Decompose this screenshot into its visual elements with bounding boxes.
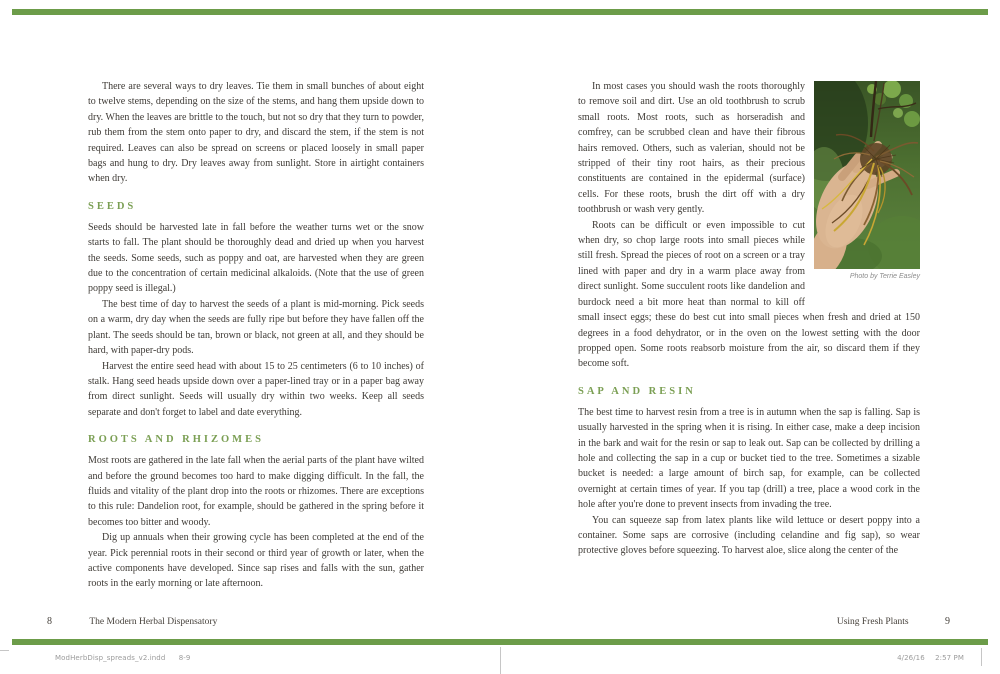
sap-paragraph: You can squeeze sap from latex plants like wild lettuce or desert poppy into a container. Some saps are corrosive (including celandine and fig sap), so wear protective gloves before squeezing. To harvest aloe, slice along the center of the: [578, 514, 920, 557]
section-heading-seeds: SEEDS: [88, 200, 137, 212]
footer-left: [47, 616, 217, 627]
slug-filename: ModHerbDisp_spreads_v2.indd: [55, 654, 166, 662]
crop-mark-left: [0, 650, 9, 651]
page-number-right: 9: [945, 616, 950, 627]
slug-time: 2:57 PM: [935, 654, 964, 662]
photo-caption: Photo by Terrie Easley: [849, 273, 920, 280]
section-heading-roots-and-rhizomes: ROOTS AND RHIZOMES: [88, 434, 264, 446]
top-accent-bar: [12, 9, 988, 15]
running-title-right: Using Fresh Plants: [836, 617, 909, 627]
slug-date: 4/26/16: [897, 654, 925, 662]
roots-photo-figure: [814, 81, 920, 281]
intro-paragraph: There are several ways to dry leaves. Tie them in small bunches of about eight to twelve stems, depending on the size of the stems, and hang them upside down to dry. When the leaves are brittle to the touch, but not so dry that they turn to powder, rub them from the stem onto paper to dry, and discard the stem, if the stem is not required. Leaves can also be spread on screens or placed loosely in small paper bags and hung to dry. Dry leaves away from sunlight. Store in airtight containers when dry.: [88, 81, 424, 185]
cutting-roots-paragraph: Roots can be difficult or even impossible to cut when dry, so chop large roots into small pieces while still fresh. Spread the pieces of root on a screen or a tray lined with paper and dry in a warm place away from direct sunlight. Some succulent roots like dandelion and burdock need a bit more heat than normal to kill off small insect eggs; these do best cut into small pieces when fresh and dried at 150 degrees in a food dehydrator, or in the oven on the lowest setting with the door propped open. Some roots reabsorb moisture from the air, so discard them if they become soft.: [578, 219, 920, 370]
seeds-paragraph: Seeds should be harvested late in fall before the weather turns wet or the snow starts to fall. The plant should be thoroughly dead and dried up when you harvest the seeds. Some seeds, such as poppy and oat, are harvested when they are green due to the concentration of certain medicinal alkaloids. (Note that the use of green poppy seed is illegal.): [88, 221, 424, 295]
roots-paragraph: Dig up annuals when their growing cycle has been completed at the end of the year. Pick perennial roots in their second or third year of growth or later, when the active components have developed. Since sap rises and falls with the sun, gather roots in the early morning or late afternoon.: [88, 532, 424, 590]
roots-paragraph: Most roots are gathered in the late fall when the aerial parts of the plant have wilted and before the ground becomes too hard to make digging difficult. In the fall, the fluids and vitality of the plant drop into the roots or rhizomes. There are exceptions to this rule: Dandelion root, for example, should be gathered in the spring before it becomes too bitter and woody.: [88, 455, 424, 528]
seeds-paragraph: Harvest the entire seed head with about 15 to 25 centimeters (6 to 10 inches) of stalk. Hang seed heads upside down over a paper-lined tray or in a paper bag away from direct sunlight. Seeds will usually dry within two weeks. Keep all seeds separate and don't forget to label and date everything.: [88, 360, 424, 418]
bottom-accent-bar: [12, 639, 988, 645]
right-page: [578, 79, 920, 559]
slug-pages: 8-9: [178, 654, 191, 662]
sap-paragraph: The best time to harvest resin from a tree is in autumn when the sap is falling. Sap is usually harvested in the spring when it is rising. In either case, make a deep incision in the bark and wait for the resin or sap to leak out. Sap can be collected by drilling a hole and collecting the sap in a cup or bucket tied to the tree. Sometimes a sizable bucket is needed: a large amount of birch sap, for example, can be collected overnight at certain times of year. If you tap (drill) a tree, place a wood cork in the hole after you're done to prevent insects from invading the tree.: [578, 406, 920, 511]
print-slug-left: [55, 654, 190, 662]
roots-photo: [814, 81, 920, 269]
print-slug-right: [897, 654, 964, 662]
running-title-left: The Modern Herbal Dispensatory: [89, 617, 218, 627]
seeds-paragraph: The best time of day to harvest the seeds of a plant is mid-morning. Pick seeds on a warm, dry day when the seeds are fully ripe but before they have fallen off the plant. The seeds should be tan, brown or black, not green at all, and they should be hard, with paper-dry pods.: [88, 298, 424, 357]
section-heading-sap-and-resin: SAP AND RESIN: [578, 385, 696, 397]
crop-mark-right: [981, 648, 982, 666]
left-page: [88, 79, 424, 592]
washing-roots-paragraph: In most cases you should wash the roots thoroughly to remove soil and dirt. Use an old toothbrush to scrub small roots. Most roots, such as horseradish and comfrey, can be scrubbed clean and have their fibrous hairs removed. Others, such as valerian, should not be stripped of their tiny root hairs, as their precious constituents are contained in the epidermal (surface) cells. For these roots, brush the dirt off with a dry toothbrush or wash very gently.: [578, 81, 805, 216]
page-number-left: 8: [47, 616, 52, 627]
footer-right: [837, 616, 950, 627]
crop-mark-center: [500, 647, 501, 674]
